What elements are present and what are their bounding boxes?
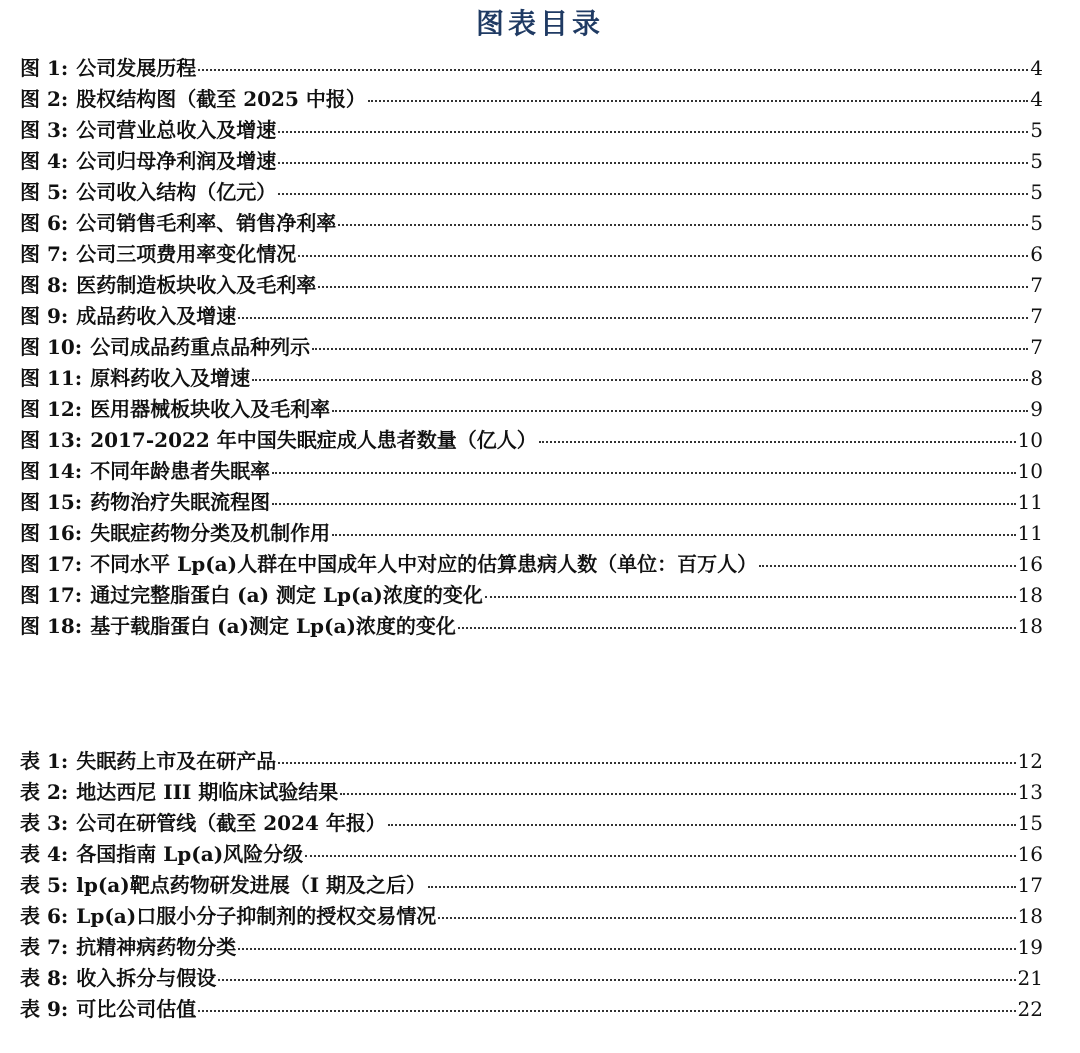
dot-leader xyxy=(238,948,1015,950)
dot-leader xyxy=(305,855,1015,857)
figure-entry[interactable] xyxy=(20,176,1043,207)
entry-page-number: 15 xyxy=(1017,811,1043,835)
entry-label: 表 2: xyxy=(20,780,69,804)
entry-title: 基于载脂蛋白 (a)测定 Lp(a)浓度的变化 xyxy=(90,614,456,638)
entry-title: 公司成品药重点品种列示 xyxy=(90,335,311,359)
entry-page-number: 18 xyxy=(1017,583,1043,607)
figure-entry[interactable] xyxy=(20,145,1043,176)
dot-leader xyxy=(252,379,1028,381)
dot-leader xyxy=(340,793,1015,795)
entry-page-number: 11 xyxy=(1017,490,1043,514)
entry-page-number: 21 xyxy=(1017,966,1043,990)
entry-page-number: 18 xyxy=(1017,904,1043,928)
figure-entry[interactable] xyxy=(20,114,1043,145)
figure-entry[interactable] xyxy=(20,269,1043,300)
figure-entry[interactable] xyxy=(20,362,1043,393)
figure-entry[interactable] xyxy=(20,455,1043,486)
figure-entry[interactable] xyxy=(20,610,1043,641)
dot-leader xyxy=(298,255,1028,257)
dot-leader xyxy=(332,534,1015,536)
table-entry[interactable] xyxy=(20,745,1043,776)
table-entry[interactable] xyxy=(20,869,1043,900)
entry-label: 图 14: xyxy=(20,459,83,483)
entry-page-number: 4 xyxy=(1030,87,1043,111)
entry-label: 表 3: xyxy=(20,811,69,835)
dot-leader xyxy=(458,627,1016,629)
entry-page-number: 5 xyxy=(1030,118,1043,142)
dot-leader xyxy=(338,224,1028,226)
entry-title: Lp(a)口服小分子抑制剂的授权交易情况 xyxy=(76,904,437,928)
entry-label: 图 1: xyxy=(20,56,69,80)
entry-label: 图 3: xyxy=(20,118,69,142)
entry-page-number: 5 xyxy=(1030,211,1043,235)
entry-title: 公司发展历程 xyxy=(76,56,197,80)
figure-entry[interactable] xyxy=(20,238,1043,269)
entry-label: 图 18: xyxy=(20,614,83,638)
entry-label: 图 2: xyxy=(20,87,69,111)
entry-label: 图 17: xyxy=(20,552,83,576)
entry-page-number: 10 xyxy=(1017,428,1043,452)
entry-page-number: 10 xyxy=(1017,459,1043,483)
entry-page-number: 9 xyxy=(1030,397,1043,421)
entry-title: 可比公司估值 xyxy=(76,997,197,1021)
entry-page-number: 18 xyxy=(1017,614,1043,638)
entry-page-number: 13 xyxy=(1017,780,1043,804)
entry-page-number: 16 xyxy=(1017,552,1043,576)
figure-entry[interactable] xyxy=(20,300,1043,331)
table-entry[interactable] xyxy=(20,993,1043,1024)
dot-leader xyxy=(198,69,1028,71)
entry-label: 图 6: xyxy=(20,211,69,235)
entry-title: 成品药收入及增速 xyxy=(76,304,237,328)
entry-page-number: 4 xyxy=(1030,56,1043,80)
entry-title: 公司在研管线（截至 2024 年报） xyxy=(76,811,386,835)
entry-title: 地达西尼 III 期临床试验结果 xyxy=(76,780,339,804)
dot-leader xyxy=(318,286,1028,288)
figure-entry[interactable] xyxy=(20,486,1043,517)
entry-title: 抗精神病药物分类 xyxy=(76,935,237,959)
entry-page-number: 12 xyxy=(1017,749,1043,773)
dot-leader xyxy=(312,348,1028,350)
entry-label: 表 1: xyxy=(20,749,69,773)
dot-leader xyxy=(759,565,1015,567)
entry-page-number: 7 xyxy=(1030,304,1043,328)
entry-title: 公司收入结构（亿元） xyxy=(76,180,277,204)
entry-page-number: 22 xyxy=(1017,997,1043,1021)
dot-leader xyxy=(485,596,1016,598)
entry-page-number: 19 xyxy=(1017,935,1043,959)
entry-label: 表 6: xyxy=(20,904,69,928)
figure-entry[interactable] xyxy=(20,579,1043,610)
entry-title: 收入拆分与假设 xyxy=(76,966,217,990)
entry-page-number: 6 xyxy=(1030,242,1043,266)
page-title: 图表目录 xyxy=(475,7,604,40)
table-entry[interactable] xyxy=(20,776,1043,807)
entry-label: 图 7: xyxy=(20,242,69,266)
entry-title: 医用器械板块收入及毛利率 xyxy=(90,397,331,421)
table-entry[interactable] xyxy=(20,900,1043,931)
dot-leader xyxy=(388,824,1016,826)
entry-title: 不同水平 Lp(a)人群在中国成年人中对应的估算患病人数（单位：百万人） xyxy=(90,552,758,576)
dot-leader xyxy=(238,317,1028,319)
entry-label: 图 4: xyxy=(20,149,69,173)
dot-leader xyxy=(539,441,1016,443)
table-list xyxy=(20,745,1043,1024)
entry-title: 公司销售毛利率、销售净利率 xyxy=(76,211,337,235)
entry-title: 药物治疗失眠流程图 xyxy=(90,490,271,514)
entry-title: 医药制造板块收入及毛利率 xyxy=(76,273,317,297)
entry-label: 表 9: xyxy=(20,997,69,1021)
entry-page-number: 7 xyxy=(1030,335,1043,359)
entry-title: 公司营业总收入及增速 xyxy=(76,118,277,142)
dot-leader xyxy=(278,162,1028,164)
entry-title: 不同年龄患者失眠率 xyxy=(90,459,271,483)
table-entry[interactable] xyxy=(20,931,1043,962)
dot-leader xyxy=(438,917,1015,919)
entry-page-number: 11 xyxy=(1017,521,1043,545)
figure-entry[interactable] xyxy=(20,517,1043,548)
entry-title: 2017-2022 年中国失眠症成人患者数量（亿人） xyxy=(90,428,537,452)
entry-label: 表 8: xyxy=(20,966,69,990)
dot-leader xyxy=(278,131,1028,133)
dot-leader xyxy=(428,886,1015,888)
entry-page-number: 17 xyxy=(1017,873,1043,897)
entry-title: 原料药收入及增速 xyxy=(90,366,251,390)
figure-entry[interactable] xyxy=(20,207,1043,238)
entry-label: 图 17: xyxy=(20,583,83,607)
entry-title: lp(a)靶点药物研发进展（I 期及之后） xyxy=(76,873,427,897)
figure-entry[interactable] xyxy=(20,83,1043,114)
dot-leader xyxy=(278,193,1028,195)
entry-title: 公司三项费用率变化情况 xyxy=(76,242,297,266)
entry-label: 图 10: xyxy=(20,335,83,359)
table-entry[interactable] xyxy=(20,807,1043,838)
dot-leader xyxy=(278,762,1015,764)
entry-title: 失眠药上市及在研产品 xyxy=(76,749,277,773)
table-entry[interactable] xyxy=(20,838,1043,869)
entry-title: 各国指南 Lp(a)风险分级 xyxy=(76,842,304,866)
dot-leader xyxy=(272,472,1015,474)
entry-page-number: 16 xyxy=(1017,842,1043,866)
dot-leader xyxy=(218,979,1015,981)
figure-entry[interactable] xyxy=(20,393,1043,424)
entry-label: 图 11: xyxy=(20,366,83,390)
entry-label: 图 5: xyxy=(20,180,69,204)
dot-leader xyxy=(332,410,1028,412)
dot-leader xyxy=(368,100,1028,102)
entry-page-number: 5 xyxy=(1030,149,1043,173)
entry-label: 图 13: xyxy=(20,428,83,452)
entry-label: 表 5: xyxy=(20,873,69,897)
entry-page-number: 7 xyxy=(1030,273,1043,297)
entry-label: 图 12: xyxy=(20,397,83,421)
figure-entry[interactable] xyxy=(20,331,1043,362)
entry-title: 股权结构图（截至 2025 中报） xyxy=(76,87,366,111)
entry-label: 图 8: xyxy=(20,273,69,297)
entry-page-number: 8 xyxy=(1030,366,1043,390)
entry-label: 图 15: xyxy=(20,490,83,514)
entry-label: 图 16: xyxy=(20,521,83,545)
dot-leader xyxy=(272,503,1015,505)
entry-label: 图 9: xyxy=(20,304,69,328)
entry-label: 表 4: xyxy=(20,842,69,866)
entry-label: 表 7: xyxy=(20,935,69,959)
entry-title: 失眠症药物分类及机制作用 xyxy=(90,521,331,545)
entry-title: 通过完整脂蛋白 (a) 测定 Lp(a)浓度的变化 xyxy=(90,583,483,607)
table-entry[interactable] xyxy=(20,962,1043,993)
figure-entry[interactable] xyxy=(20,424,1043,455)
figure-entry[interactable] xyxy=(20,548,1043,579)
dot-leader xyxy=(198,1010,1015,1012)
figure-entry[interactable] xyxy=(20,52,1043,83)
entry-title: 公司归母净利润及增速 xyxy=(76,149,277,173)
figure-list xyxy=(20,52,1043,641)
entry-page-number: 5 xyxy=(1030,180,1043,204)
